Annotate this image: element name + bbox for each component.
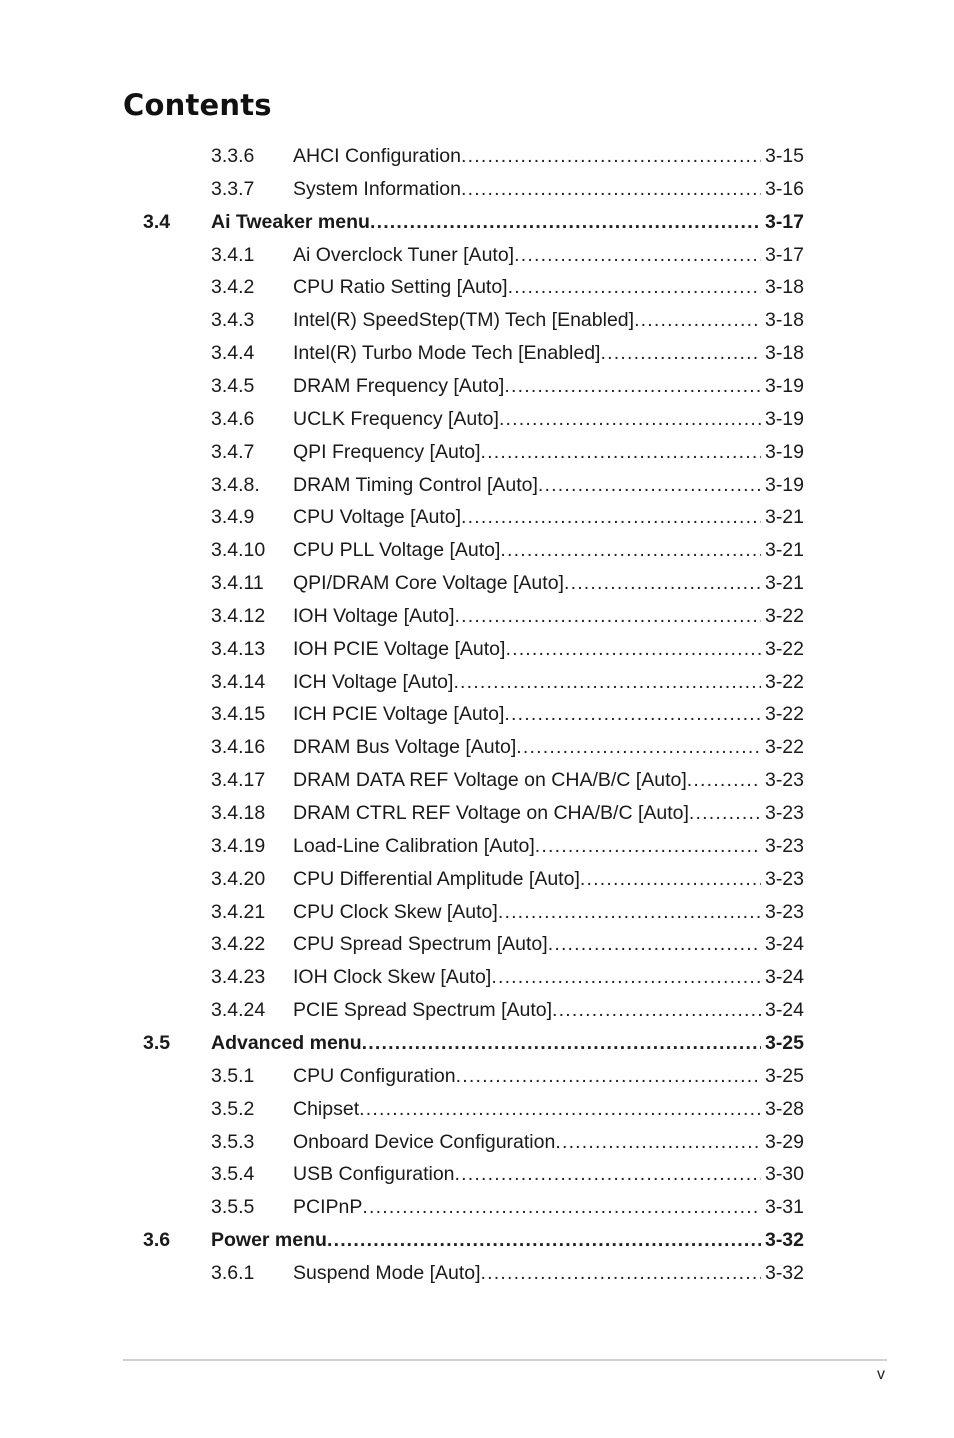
toc-entry-page: 3-16 [764,177,804,200]
toc-entry[interactable] [0,1094,954,1124]
toc-entry[interactable] [0,1061,954,1091]
dot-leader [500,535,761,565]
toc-entry[interactable] [0,897,954,927]
toc-entry-number: 3.4.21 [211,900,266,923]
toc-entry-number: 3.4.22 [211,933,266,956]
toc-entry-number: 3.4.4 [211,342,255,365]
toc-entry-page: 3-17 [764,210,804,233]
toc-entry-title: DRAM DATA REF Voltage on CHA/B/C [Auto] [293,769,687,792]
toc-entry[interactable] [0,502,954,532]
dot-leader [548,929,761,959]
toc-entry-title: Intel(R) SpeedStep(TM) Tech [Enabled] [293,309,635,332]
toc-entry-page: 3-32 [764,1229,804,1252]
dot-leader [634,305,761,335]
toc-entry-title: IOH Clock Skew [Auto] [293,966,492,989]
toc-entry-number: 3.4.16 [211,736,266,759]
toc-entry-title: CPU Ratio Setting [Auto] [293,276,508,299]
toc-entry-line [293,568,804,598]
toc-entry-page: 3-15 [764,145,804,167]
toc-entry-title: DRAM CTRL REF Voltage on CHA/B/C [Auto] [293,802,689,824]
toc-entry[interactable] [0,437,954,467]
toc-entry[interactable] [0,929,954,959]
dot-leader [687,765,761,795]
dot-leader [538,470,761,500]
dot-leader [461,141,761,171]
dot-leader [359,1094,761,1124]
toc-entry[interactable] [0,141,954,171]
toc-entry-page: 3-22 [764,670,804,693]
toc-entry[interactable] [0,535,954,565]
toc-entry-line [211,207,804,237]
toc-entry[interactable] [0,962,954,992]
toc-entry-page: 3-18 [764,342,804,365]
toc-entry-number: 3.6 [143,1229,171,1252]
toc-entry-page: 3-17 [764,243,804,266]
toc-entry-page: 3-19 [764,374,804,397]
toc-entry-number: 3.4.17 [211,769,266,792]
toc-entry-number: 3.4.2 [211,276,255,299]
toc-entry-line [293,667,804,697]
toc-entry-number: 3.4.5 [211,374,255,397]
toc-entry-line [293,929,804,959]
toc-entry-page: 3-25 [764,1064,804,1087]
toc-entry-page: 3-22 [764,736,804,759]
toc-entry[interactable] [0,272,954,302]
toc-entry-page: 3-25 [764,1031,804,1054]
dot-leader [514,240,761,270]
dot-leader [455,1159,761,1189]
toc-entry-line [293,240,804,270]
toc-entry[interactable] [0,1159,954,1189]
toc-entry-line [293,962,804,992]
toc-entry-title: Suspend Mode [Auto] [293,1261,481,1284]
toc-entry-line [293,699,804,729]
page-number: v [877,1366,885,1383]
toc-entry-page: 3-22 [764,637,804,660]
dot-leader [481,1258,761,1288]
toc-entry-title: Ai Tweaker menu [211,210,370,233]
dot-leader [453,667,761,697]
toc-entry[interactable] [0,305,954,335]
toc-entry-number: 3.4.20 [211,867,266,890]
toc-entry-page: 3-28 [764,1097,804,1120]
toc-entry[interactable] [0,995,954,1025]
toc-entry-number: 3.4.23 [211,966,266,989]
dot-leader [564,568,761,598]
dot-leader [461,174,761,204]
toc-entry-page: 3-22 [764,703,804,726]
dot-leader [505,634,761,664]
dot-leader [580,864,761,894]
toc-entry-page: 3-21 [764,506,804,529]
toc-entry[interactable] [0,174,954,204]
toc-entry-number: 3.5.1 [211,1064,255,1087]
toc-entry-page: 3-23 [764,867,804,890]
toc-entry-number: 3.4.15 [211,703,266,726]
toc-entry[interactable] [0,470,954,500]
toc-entry-line [293,535,804,565]
toc-entry[interactable] [0,1127,954,1157]
dot-leader [327,1225,761,1255]
toc-entry-page: 3-24 [764,999,804,1022]
dot-leader [456,1061,761,1091]
toc-entry-number: 3.4.6 [211,407,255,430]
toc-entry-line [293,305,804,335]
toc-entry-line [293,995,804,1025]
toc-entry-number: 3.5.4 [211,1163,255,1186]
toc-entry-line [293,1258,804,1288]
toc-entry-title: DRAM Timing Control [Auto] [293,473,538,496]
toc-entry-page: 3-19 [764,473,804,496]
toc-entry-title: UCLK Frequency [Auto] [293,407,499,430]
toc-entry-line [293,634,804,664]
dot-leader [600,338,760,368]
toc-entry-page: 3-18 [764,309,804,332]
toc-entry-page: 3-30 [764,1163,804,1186]
toc-entry-page: 3-19 [764,407,804,430]
toc-entry-line [293,272,804,302]
toc-entry-title: QPI/DRAM Core Voltage [Auto] [293,572,564,595]
toc-entry-number: 3.5 [143,1031,171,1054]
dot-leader [689,798,761,828]
toc-entry-title: AHCI Configuration [293,145,461,167]
toc-entry-title: ICH Voltage [Auto] [293,670,454,693]
toc-entry-line [293,404,804,434]
toc-entry-title: IOH PCIE Voltage [Auto] [293,637,506,660]
dot-leader [516,732,761,762]
toc-entry-number: 3.5.3 [211,1130,255,1153]
toc-entry-line [293,437,804,467]
toc-entry[interactable] [0,798,954,828]
toc-entry[interactable] [0,732,954,762]
toc-entry-title: Ai Overclock Tuner [Auto] [293,243,515,266]
toc-entry-line [293,371,804,401]
dot-leader [370,207,761,237]
toc-entry-number: 3.4.24 [211,999,266,1022]
dot-leader [455,601,761,631]
toc-entry-number: 3.4.1 [211,243,255,266]
toc-entry-title: System Information [293,177,461,200]
toc-entry-number: 3.4.10 [211,539,266,562]
page-title: Contents [123,88,272,122]
toc-entry-title: Power menu [211,1229,327,1252]
toc-entry-line [293,897,804,927]
toc-entry-number: 3.4.12 [211,604,266,627]
toc-entry-line [293,765,804,795]
toc-entry-title: Chipset [293,1097,360,1120]
toc-entry-page: 3-31 [764,1196,804,1219]
toc-entry-line [293,470,804,500]
toc-entry-page: 3-23 [764,802,804,824]
toc-entry-line [293,1094,804,1124]
toc-entry-line [293,174,804,204]
toc-entry-line [211,1225,804,1255]
toc-entry[interactable] [0,765,954,795]
toc-entry[interactable] [0,338,954,368]
toc-entry-page: 3-23 [764,900,804,923]
dot-leader [535,831,761,861]
toc-entry-title: CPU Spread Spectrum [Auto] [293,933,548,956]
toc-entry-line [293,502,804,532]
toc-entry-page: 3-24 [764,966,804,989]
toc-entry[interactable] [0,1192,954,1222]
toc-entry-number: 3.4.14 [211,670,266,693]
toc-entry-title: CPU Configuration [293,1064,456,1087]
toc-entry-line [293,338,804,368]
toc-entry[interactable] [0,240,954,270]
dot-leader [504,371,761,401]
toc-entry-line [293,1061,804,1091]
toc-section-entry[interactable] [0,1028,954,1058]
toc-entry-page: 3-29 [764,1130,804,1153]
toc-entry-title: Advanced menu [211,1031,362,1054]
toc-entry-title: Intel(R) Turbo Mode Tech [Enabled] [293,342,601,365]
toc-entry[interactable] [0,371,954,401]
toc-entry[interactable] [0,699,954,729]
dot-leader [491,962,761,992]
toc-entry-line [293,831,804,861]
toc-entry-number: 3.4.3 [211,309,255,332]
toc-entry-title: CPU Clock Skew [Auto] [293,900,498,923]
toc-entry-line [293,798,804,828]
toc-entry-title: PCIPnP [293,1196,363,1219]
toc-entry[interactable] [0,667,954,697]
toc-entry-line [293,141,804,171]
dot-leader [481,437,761,467]
toc-entry-number: 3.6.1 [211,1261,255,1284]
toc-entry-number: 3.4.19 [211,834,266,857]
dot-leader [555,1127,761,1157]
toc-entry[interactable] [0,864,954,894]
dot-leader [499,404,761,434]
dot-leader [498,897,761,927]
toc-entry-title: CPU Differential Amplitude [Auto] [293,867,580,890]
toc-entry-page: 3-21 [764,539,804,562]
toc-entry-number: 3.4.18 [211,802,266,824]
toc-entry-line [293,732,804,762]
toc-entry-title: DRAM Frequency [Auto] [293,374,505,397]
toc-entry[interactable] [0,1258,954,1288]
toc-entry-line [293,1159,804,1189]
toc-entry-title: CPU PLL Voltage [Auto] [293,539,501,562]
dot-leader [362,1028,761,1058]
dot-leader [504,699,761,729]
toc-entry[interactable] [0,831,954,861]
toc-entry-number: 3.5.2 [211,1097,255,1120]
toc-entry-page: 3-23 [764,769,804,792]
dot-leader [508,272,761,302]
toc-entry-line [211,1028,804,1058]
toc-entry-number: 3.4 [143,210,171,233]
toc-entry-title: IOH Voltage [Auto] [293,604,455,627]
toc-entry[interactable] [0,634,954,664]
toc-entry-line [293,601,804,631]
toc-entry-page: 3-24 [764,933,804,956]
dot-leader [461,502,761,532]
toc-entry-page: 3-18 [764,276,804,299]
toc-section-entry[interactable] [0,207,954,237]
toc-entry-number: 3.4.9 [211,506,255,529]
toc-entry-line [293,1192,804,1222]
footer-divider [123,1359,887,1361]
toc-entry-number: 3.5.5 [211,1196,255,1219]
toc-entry-page: 3-23 [764,834,804,857]
toc-entry-title: PCIE Spread Spectrum [Auto] [293,999,553,1022]
toc-entry-line [293,1127,804,1157]
toc-entry-title: CPU Voltage [Auto] [293,506,462,529]
toc-entry[interactable] [0,568,954,598]
toc-entry-number: 3.4.13 [211,637,266,660]
toc-entry-number: 3.4.7 [211,440,255,463]
toc-entry-title: DRAM Bus Voltage [Auto] [293,736,517,759]
toc-entry-number: 3.3.7 [211,177,255,200]
toc-section-entry[interactable] [0,1225,954,1255]
toc-entry-page: 3-21 [764,572,804,595]
toc-entry-line [293,864,804,894]
toc-entry[interactable] [0,404,954,434]
toc-entry-page: 3-22 [764,604,804,627]
toc-entry-title: QPI Frequency [Auto] [293,440,481,463]
toc-entry-number: 3.3.6 [211,145,255,167]
toc-entry-title: USB Configuration [293,1163,455,1186]
toc-entry-title: Onboard Device Configuration [293,1130,556,1153]
toc-entry-number: 3.4.11 [211,572,264,595]
toc-entry-number: 3.4.8. [211,473,260,496]
toc-entry[interactable] [0,601,954,631]
toc-entry-title: Load-Line Calibration [Auto] [293,834,535,857]
dot-leader [362,1192,761,1222]
toc-entry-page: 3-19 [764,440,804,463]
dot-leader [552,995,761,1025]
toc-entry-title: ICH PCIE Voltage [Auto] [293,703,505,726]
toc-entry-page: 3-32 [764,1261,804,1284]
